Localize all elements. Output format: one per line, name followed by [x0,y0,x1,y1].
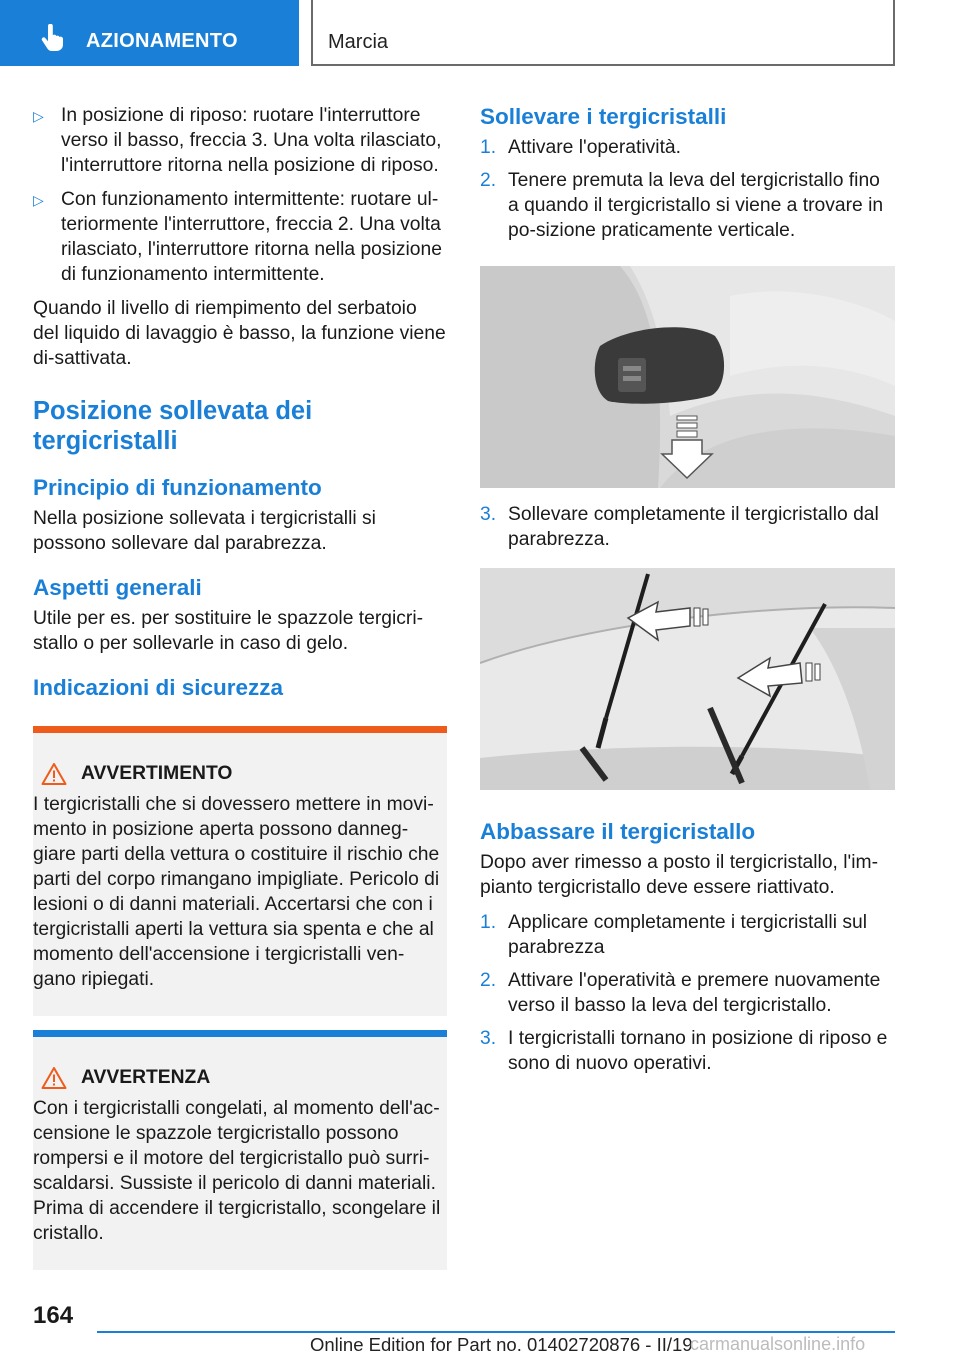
chapter-title: Marcia [328,31,389,53]
right-column [480,103,894,1084]
caution-title: AVVERTENZA [81,1067,211,1088]
paragraph-low-fluid: Quando il livello di riempimento del serbatoio del liquido di lavaggio è basso, la funzione viene di-sattivata. [33,298,446,369]
heading-raised-position: Posizione sollevata dei tergicristalli [33,397,313,455]
step-number: 3. [480,1028,497,1049]
list-item [480,1026,894,1076]
heading-general: Aspetti generali [33,575,202,600]
step-number: 1. [480,137,497,158]
watermark: carmanualsonline.info [690,1334,866,1354]
warning-triangle-icon [41,762,67,786]
list-item [480,168,894,243]
step-text: Sollevare completamente il tergicristallo dal parabrezza. [508,504,879,550]
step-number: 2. [480,970,497,991]
warning-text: I tergicristalli che si dovessero mettere in movi-mento in posizione aperta possono danneg-giare parti della vettura o costituire il rischio che parti del corpo rimangano impigliate. Pericolo di lesioni o di danni materiali. Accertarsi che con i tergicristalli aperti la vettura sia spenta e che al momento dell'accensione i tergicristalli ven-gano ripiegati. [33,794,440,990]
bullet-text: In posizione di riposo: ruotare l'interruttore verso il basso, freccia 3. Una volta rilasciato, l'interruttore ritorna nella posizione di riposo. [61,105,442,176]
bullet-text: Con funzionamento intermittente: ruotare ul-teriormente l'interruttore, freccia 2. Una volta rilasciato, l'interruttore ritorna nella posizione di funzionamento intermittente. [61,189,442,285]
paragraph-general: Utile per es. per sostituire le spazzole tergicri-stallo o per sollevarle in caso di gelo. [33,608,424,654]
step-number: 3. [480,504,497,525]
heading-raise-wipers: Sollevare i tergicristalli [480,104,727,129]
step-number: 2. [480,170,497,191]
bullet-triangle-icon: ▷ [33,108,44,124]
warning-title-row [33,761,441,786]
warning-triangle-icon [41,1066,67,1090]
step-text: Applicare completamente i tergicristalli sul parabrezza [508,912,867,958]
list-item [480,910,894,960]
list-item [480,135,894,160]
step-text: I tergicristalli tornano in posizione di riposo e sono di nuovo operativi. [508,1028,888,1074]
footer-divider [97,1331,895,1333]
step-number: 1. [480,912,497,933]
bullet-triangle-icon: ▷ [33,192,44,208]
caution-text: Con i tergicristalli congelati, al momento dell'ac-censione le spazzole tergicristallo possono rompersi e il motore del tergicristallo può surri-scaldarsi. Sussiste il pericolo di danni materiali. Prima di accendere il tergicristallo, scongelare il cristallo. [33,1098,441,1244]
paragraph-lower: Dopo aver rimesso a posto il tergicristallo, l'im-pianto tergicristallo deve essere riattivato. [480,852,879,898]
section-title: AZIONAMENTO [86,30,238,52]
warning-title: AVVERTIMENTO [81,763,233,784]
raised-wipers-illustration [480,568,895,790]
caution-title-row [33,1065,441,1090]
heading-principle: Principio di funzionamento [33,475,322,500]
step-text: Tenere premuta la leva del tergicristallo fino a quando il tergicristallo si viene a trovare in po-sizione praticamente verticale. [508,170,884,241]
hand-pointer-icon [40,24,66,52]
heading-lower-wiper: Abbassare il tergicristallo [480,819,756,844]
page-number: 164 [33,1302,74,1329]
section-tab [0,0,299,66]
raised-wipers-drawing [480,568,895,790]
paragraph-principle: Nella posizione sollevata i tergicristalli si possono sollevare dal parabrezza. [33,508,376,554]
list-item [33,187,447,287]
warning-box [33,726,447,1016]
step-text: Attivare l'operatività e premere nuovamente verso il basso la leva del tergicristallo. [508,970,881,1016]
wiper-lever-illustration [480,266,895,488]
list-item [480,968,894,1018]
chapter-box [311,0,895,66]
list-item [480,502,894,552]
left-column [33,103,447,1270]
wiper-lever-drawing [480,266,895,488]
caution-box [33,1030,447,1270]
heading-safety: Indicazioni di sicurezza [33,675,284,700]
step-text: Attivare l'operatività. [508,137,682,158]
list-item [33,103,447,178]
edition-text: Online Edition for Part no. 01402720876 - II/19 [310,1334,693,1355]
